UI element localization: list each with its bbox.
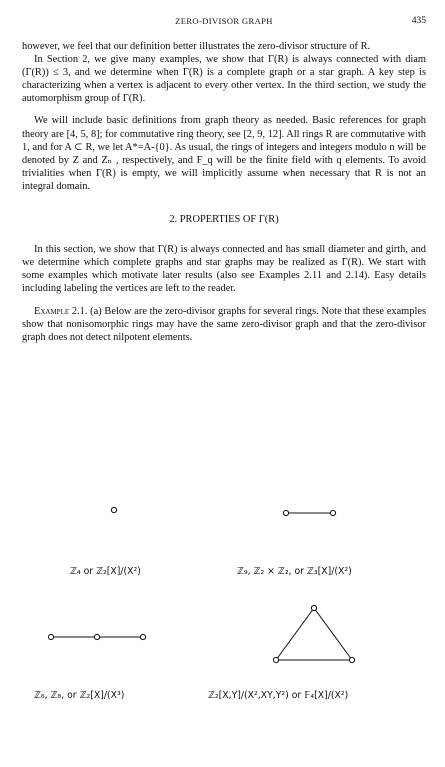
graph-vertex	[140, 634, 145, 639]
paragraph-definitions: We will include basic definitions from graph theory as needed. Basic references for graph theory are [4, 5, 8]; for commutative ring theory, see [2, 9, 12]. All rings R are commutative with 1, and for A ⊂ R, we let A*=A-{0}. As usual, the rings of integers and integers modulo n will be denoted by Z and Zₙ , respectively, and F_q will be the finite field with q elements. To avoid trivialities when Γ(R) is empty, we will implicitly assume when necessary that R is not an integral domain.	[22, 115, 426, 192]
graph-single-vertex	[108, 504, 120, 516]
paragraph-continuation: however, we feel that our definition better illustrates the zero-divisor structure of R.	[22, 41, 371, 52]
graph-path-three-vertices	[45, 630, 149, 644]
section-heading: 2. PROPERTIES OF Γ(R)	[169, 214, 279, 226]
example-label: Example 2.1.	[34, 305, 88, 317]
figure-caption-1: ℤ₄ or ℤ₂[X]/(X²)	[70, 566, 141, 577]
figure-caption-2: ℤ₉, ℤ₂ × ℤ₂, or ℤ₃[X]/(X²)	[237, 566, 352, 577]
page-number: 435	[411, 16, 426, 26]
graph-vertex	[283, 510, 288, 515]
graph-edges	[276, 608, 352, 660]
graph-vertex	[273, 657, 278, 662]
graph-vertex	[349, 657, 354, 662]
graph-triangle	[268, 600, 360, 666]
figure-caption-4: ℤ₂[X,Y]/(X²,XY,Y²) or 𝔽₄[X]/(X²)	[208, 690, 349, 701]
example-text: (a) Below are the zero-divisor graphs for several rings. Note that these examples show that nonisomorphic rings may have the same zero-divisor graph and that the zero-divisor graph does not detect nilpotent elements.	[22, 305, 426, 343]
paragraph-section-overview: In Section 2, we give many examples, we show that Γ(R) is always connected with diam (Γ(R)) ≤ 3, and we determine when Γ(R) is a complete graph or a star graph. A key step is characterizing when a vertex is adjacent to every other vertex. In the third section, we study the automorphism group of Γ(R).	[22, 54, 426, 105]
graph-vertex	[311, 605, 316, 610]
graph-single-edge	[282, 506, 338, 520]
graph-vertex	[111, 507, 116, 512]
figure-caption-3: ℤ₆, ℤ₈, or ℤ₂[X]/(X³)	[34, 690, 125, 701]
paragraph-section-intro: In this section, we show that Γ(R) is always connected and has small diameter and girth, and we determine which complete graphs and star graphs may be realized as Γ(R). We start with some examples which motivate later results (also see Examples 2.11 and 2.14). Easy details including labeling the vertices are left to the reader.	[22, 244, 426, 295]
graph-vertex	[48, 634, 53, 639]
running-title: ZERO-DIVISOR GRAPH	[175, 16, 273, 26]
graph-vertex	[94, 634, 99, 639]
graph-vertex	[330, 510, 335, 515]
